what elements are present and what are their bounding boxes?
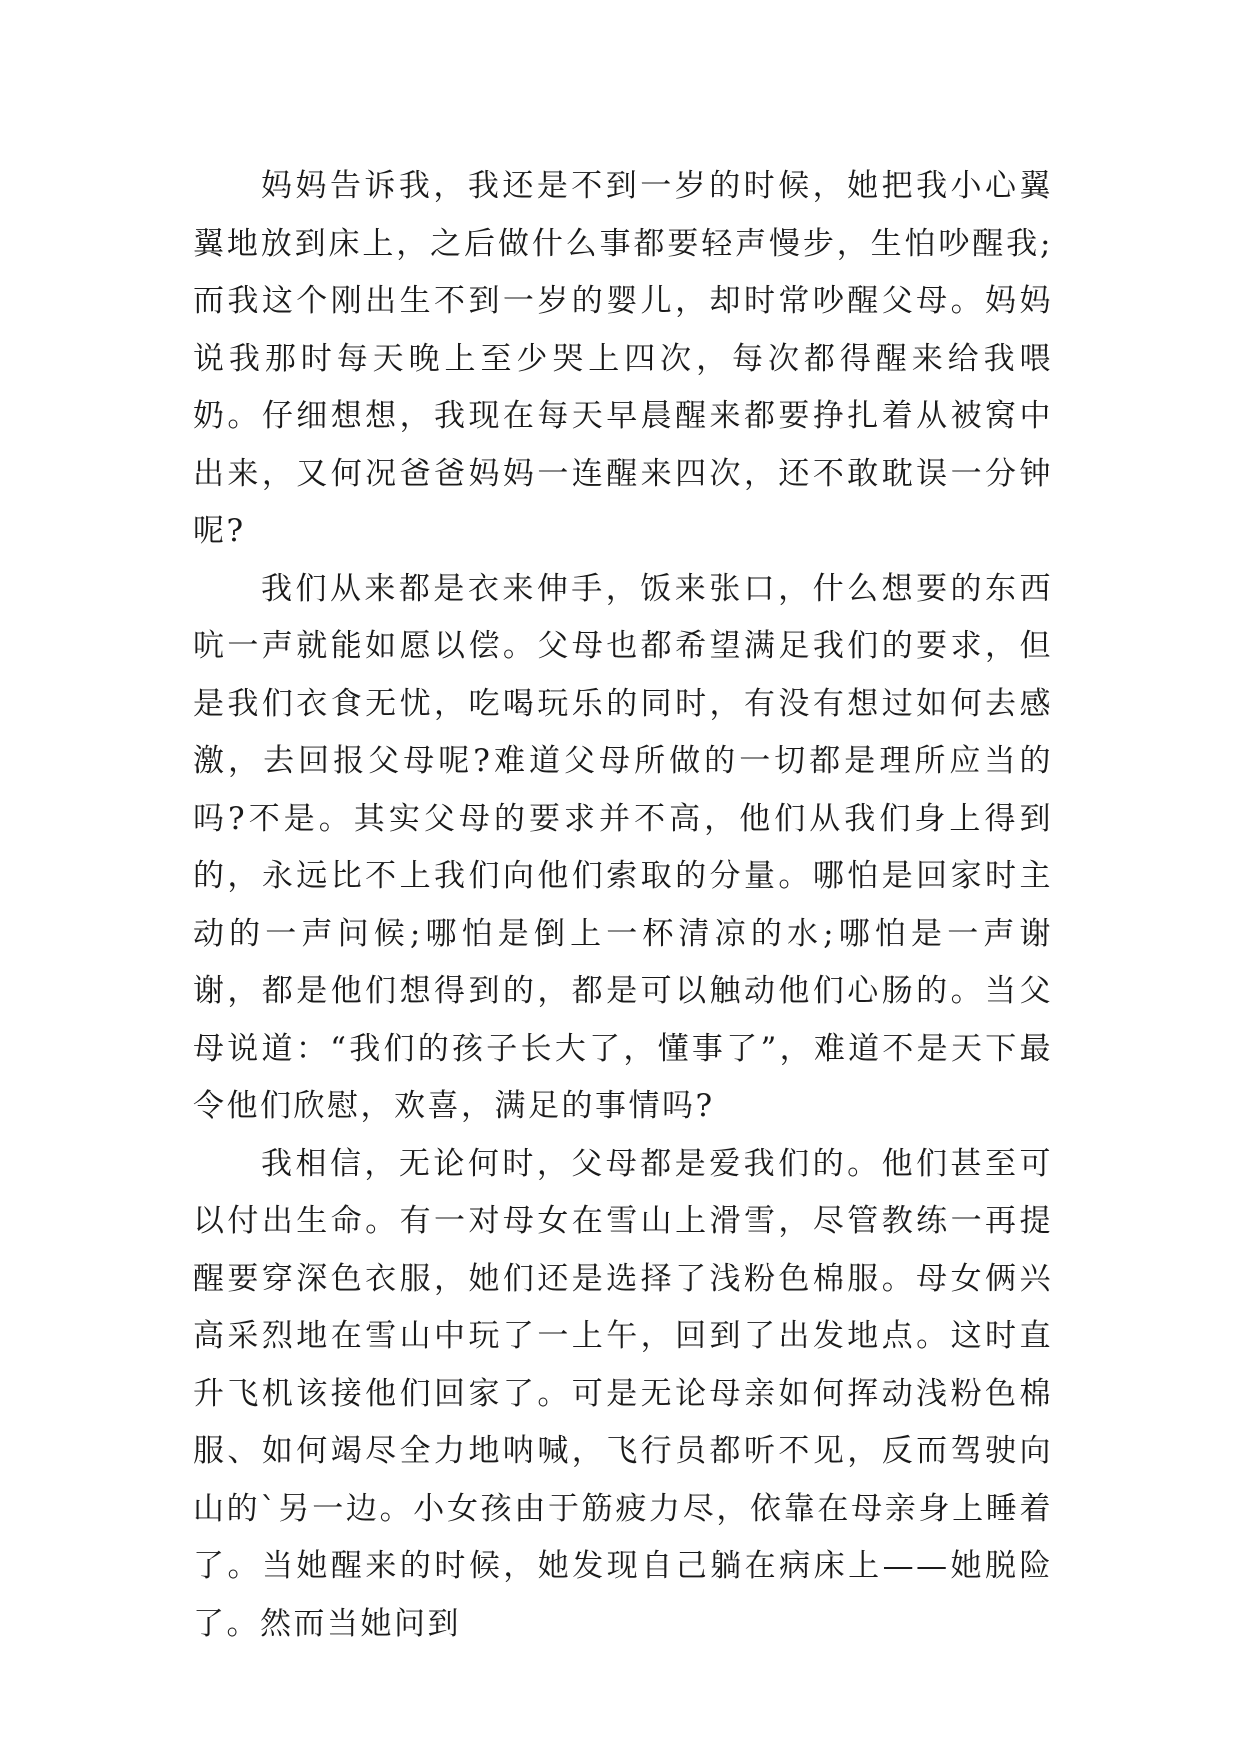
document-page <box>193 158 1053 1653</box>
paragraph-2: 我们从来都是衣来伸手，饭来张口，什么想要的东西吭一声就能如愿以偿。父母也都希望满足我们的要求，但是我们衣食无忧，吃喝玩乐的同时，有没有想过如何去感激，去回报父母呢?难道父母所做的一切都是理所应当的吗?不是。其实父母的要求并不高，他们从我们身上得到的，永远比不上我们向他们索取的分量。哪怕是回家时主动的一声问候;哪怕是倒上一杯清凉的水;哪怕是一声谢谢，都是他们想得到的，都是可以触动他们心肠的。当父母说道：“我们的孩子长大了，懂事了”，难道不是天下最令他们欣慰，欢喜，满足的事情吗? <box>193 570 1053 1124</box>
paragraph-3: 我相信，无论何时，父母都是爱我们的。他们甚至可以付出生命。有一对母女在雪山上滑雪，尽管教练一再提醒要穿深色衣服，她们还是选择了浅粉色棉服。母女俩兴高采烈地在雪山中玩了一上午，回到了出发地点。这时直升飞机该接他们回家了。可是无论母亲如何挥动浅粉色棉服、如何竭尽全力地呐喊，飞行员都听不见，反而驾驶向山的`另一边。小女孩由于筋疲力尽，依靠在母亲身上睡着了。当她醒来的时候，她发现自己躺在病床上——她脱险了。然而当她问到 <box>193 1145 1053 1642</box>
paragraph-1: 妈妈告诉我，我还是不到一岁的时候，她把我小心翼翼地放到床上，之后做什么事都要轻声慢步，生怕吵醒我;而我这个刚出生不到一岁的婴儿，却时常吵醒父母。妈妈说我那时每天晚上至少哭上四次，每次都得醒来给我喂奶。仔细想想，我现在每天早晨醒来都要挣扎着从被窝中出来，又何况爸爸妈妈一连醒来四次，还不敢耽误一分钟呢? <box>193 168 1053 549</box>
